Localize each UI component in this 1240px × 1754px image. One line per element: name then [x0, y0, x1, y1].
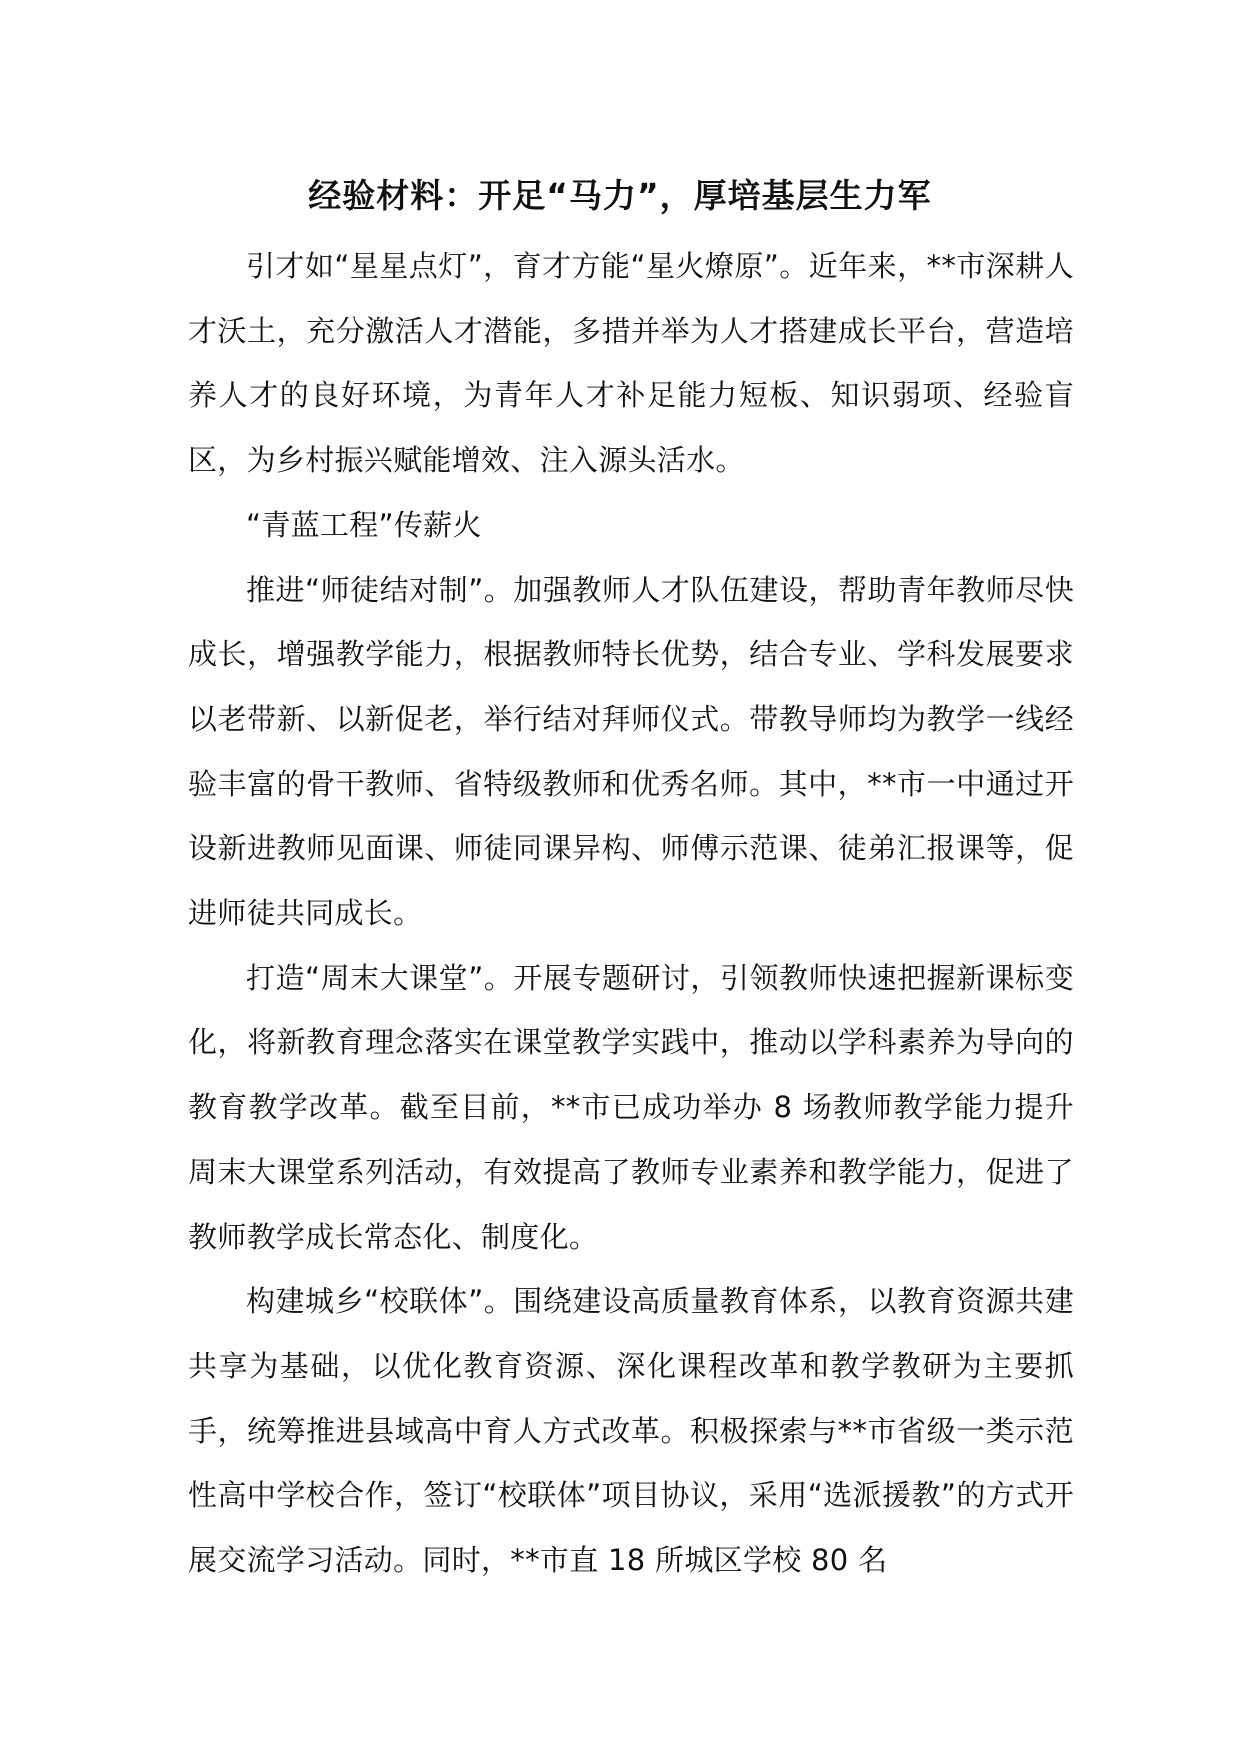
intro-paragraph: 引才如“星星点灯”，育才方能“星火燎原”。近年来，**市深耕人才沃土，充分激活人才潜能，多措并举为人才搭建成长平台，营造培养人才的良好环境，为青年人才补足能力短板、知识弱项、经验盲区，为乡村振兴赋能增效、注入源头活水。 [188, 249, 1074, 478]
paragraph-weekend-class: 打造“周末大课堂”。开展专题研讨，引领教师快速把握新课标变化，将新教育理念落实在课堂教学实践中，推动以学科素养为导向的教育教学改革。截至目前，**市已成功举办 8 场教师教学能力提升周末大课堂系列活动，有效提高了教师专业素养和教学能力，促进了教师教学成长常态化、制度化。 [188, 960, 1074, 1254]
section-heading: “青蓝工程”传薪火 [246, 507, 482, 542]
document-title: 经验材料：开足“马力”，厚培基层生力军 [308, 176, 932, 215]
document-body [188, 234, 1074, 1593]
paragraph-mentorship: 推进“师徒结对制”。加强教师人才队伍建设，帮助青年教师尽快成长，增强教学能力，根据教师特长优势，结合专业、学科发展要求以老带新、以新促老，举行结对拜师仪式。带教导师均为教学一线经验丰富的骨干教师、省特级教师和优秀名师。其中，**市一中通过开设新进教师见面课、师徒同课异构、师傅示范课、徒弟汇报课等，促进师徒共同成长。 [188, 572, 1074, 931]
paragraph-school-alliance: 构建城乡“校联体”。围绕建设高质量教育体系，以教育资源共建共享为基础，以优化教育资源、深化课程改革和教学教研为主要抓手，统筹推进县域高中育人方式改革。积极探索与**市省级一类示范性高中学校合作，签订“校联体”项目协议，采用“选派援教”的方式开展交流学习活动。同时，**市直 18 所城区学校 80 名 [188, 1284, 1074, 1578]
